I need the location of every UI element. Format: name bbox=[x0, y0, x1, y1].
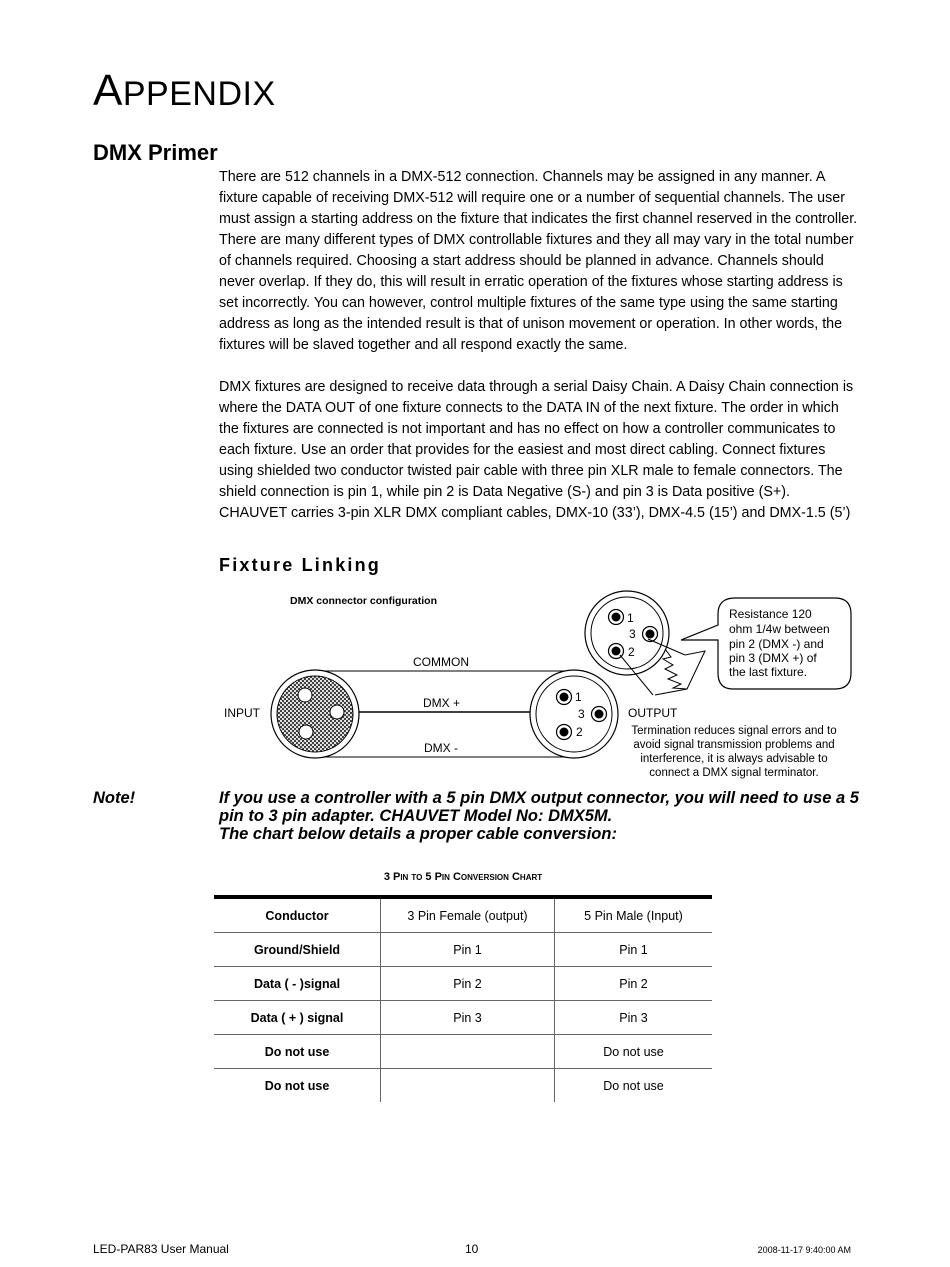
section-title: DMX Primer bbox=[93, 140, 218, 165]
termination-line-1: Termination reduces signal errors and to bbox=[631, 725, 837, 737]
conversion-chart-title: 3 Pin to 5 Pin Conversion Chart bbox=[383, 871, 543, 883]
table-cell: Do not use bbox=[214, 1069, 381, 1103]
note-line-2: pin to 3 pin adapter. CHAUVET Model No: DMX5M. bbox=[219, 807, 613, 825]
dmx-plus-label: DMX + bbox=[423, 696, 461, 710]
paragraph-daisy-chain: DMX fixtures are designed to receive data through a serial Daisy Chain. A Daisy Chain connection is where the DATA OUT of one fixture connects to the DATA IN of the next fixture. The order in which the fixtures are connected is not important and has no effect on how a controller communicates to each fixture. Use an order that provides for the easiest and most direct cabling. Connect fixtures using shielded two conductor twisted pair cable with three pin XLR male to female connectors. The shield connection is pin 1, while pin 2 is Data Negative (S-) and pin 3 is Data positive (S+). CHAUVET carries 3-pin XLR DMX compliant cables, DMX-10 (33’), DMX-4.5 (15’) and DMX-1.5 (5’) bbox=[219, 379, 854, 521]
footer-page-number: 10 bbox=[465, 1242, 479, 1256]
table-row bbox=[214, 967, 712, 1001]
table-header-cell: Conductor bbox=[214, 897, 381, 933]
appendix-title-rest: PPENDIX bbox=[122, 75, 276, 113]
note-line-3: The chart below details a proper cable conversion: bbox=[219, 825, 617, 843]
table-row bbox=[214, 1001, 712, 1035]
config-label: DMX connector configuration bbox=[290, 595, 437, 607]
terminator-pin-2-label: 2 bbox=[628, 645, 635, 659]
output-pin-2-label: 2 bbox=[576, 725, 583, 739]
callout-line-4: pin 3 (DMX +) of bbox=[729, 651, 817, 665]
table-row bbox=[214, 1035, 712, 1069]
table-cell: Ground/Shield bbox=[214, 933, 381, 967]
table-cell: Pin 1 bbox=[555, 933, 713, 967]
note-label: Note! bbox=[93, 789, 136, 807]
input-connector-icon bbox=[271, 670, 359, 758]
table-cell bbox=[381, 1069, 555, 1103]
table-cell: Do not use bbox=[603, 1078, 664, 1093]
termination-note bbox=[631, 725, 836, 779]
table-cell: Pin 3 bbox=[381, 1001, 555, 1035]
output-pin-3-label: 3 bbox=[578, 707, 585, 721]
table-header-cell: 5 Pin Male (Input) bbox=[555, 897, 713, 933]
terminator-connector-icon bbox=[585, 591, 705, 695]
output-label: OUTPUT bbox=[628, 706, 678, 720]
terminator-pin-3-label: 3 bbox=[629, 627, 636, 641]
table-header-row bbox=[214, 897, 712, 933]
output-pin-1-label: 1 bbox=[575, 690, 582, 704]
paragraph-channels: There are 512 channels in a DMX-512 connection. Channels may be assigned in any manner. A fixture capable of receiving DMX-512 will require one or a number of sequential channels. The user must assign a starting address on the fixture that indicates the first channel reserved in the controller. There are many different types of DMX controllable fixtures and they all may vary in the total number of channels required. Choosing a start address should be planned in advance. Channels should never overlap. If they do, this will result in erratic operation of the fixtures whose starting address is set incorrectly. You can however, control multiple fixtures of the same type using the same starting address as long as the intended result is that of unison movement or operation. In other words, the fixtures will be slaved together and all respond exactly the same. bbox=[219, 169, 858, 353]
table-row bbox=[214, 1069, 712, 1103]
table-cell: Pin 2 bbox=[555, 967, 713, 1001]
note-line-1: If you use a controller with a 5 pin DMX output connector, you will need to use a 5 bbox=[219, 789, 859, 807]
table-cell: Do not use bbox=[214, 1035, 381, 1069]
input-label: INPUT bbox=[224, 706, 260, 720]
note-text bbox=[219, 789, 859, 843]
table-cell: Data ( - )signal bbox=[214, 967, 381, 1001]
callout-line-5: the last fixture. bbox=[729, 665, 808, 679]
resistance-callout bbox=[681, 598, 851, 689]
dmx-connector-diagram bbox=[215, 585, 875, 785]
table-cell: Pin 1 bbox=[381, 933, 555, 967]
table-cell bbox=[381, 1035, 555, 1069]
common-label: COMMON bbox=[413, 655, 469, 669]
callout-line-1: Resistance 120 bbox=[729, 607, 812, 621]
table-cell: Pin 2 bbox=[381, 967, 555, 1001]
conversion-table bbox=[214, 895, 712, 1102]
callout-line-2: ohm 1/4w between bbox=[729, 622, 830, 636]
appendix-title bbox=[93, 66, 276, 119]
terminator-pin-1-label: 1 bbox=[627, 611, 634, 625]
table-row bbox=[214, 933, 712, 967]
fixture-linking-title: Fixture Linking bbox=[219, 555, 382, 575]
footer-manual-name: LED-PAR83 User Manual bbox=[93, 1242, 229, 1256]
table-header-cell: 3 Pin Female (output) bbox=[381, 897, 555, 933]
resistor-icon bbox=[663, 649, 687, 689]
dmx-minus-label: DMX - bbox=[424, 741, 458, 755]
termination-line-3: interference, it is always advisable to bbox=[640, 753, 828, 765]
footer-timestamp: 2008-11-17 9:40:00 AM bbox=[757, 1245, 851, 1255]
termination-line-2: avoid signal transmission problems and bbox=[633, 739, 835, 751]
termination-line-4: connect a DMX signal terminator. bbox=[649, 767, 819, 779]
table-cell: Do not use bbox=[555, 1035, 713, 1069]
appendix-title-initial: A bbox=[93, 66, 123, 115]
output-connector-icon bbox=[530, 670, 618, 758]
table-cell: Pin 3 bbox=[555, 1001, 713, 1035]
callout-line-3: pin 2 (DMX -) and bbox=[729, 637, 824, 651]
table-cell: Data ( + ) signal bbox=[214, 1001, 381, 1035]
